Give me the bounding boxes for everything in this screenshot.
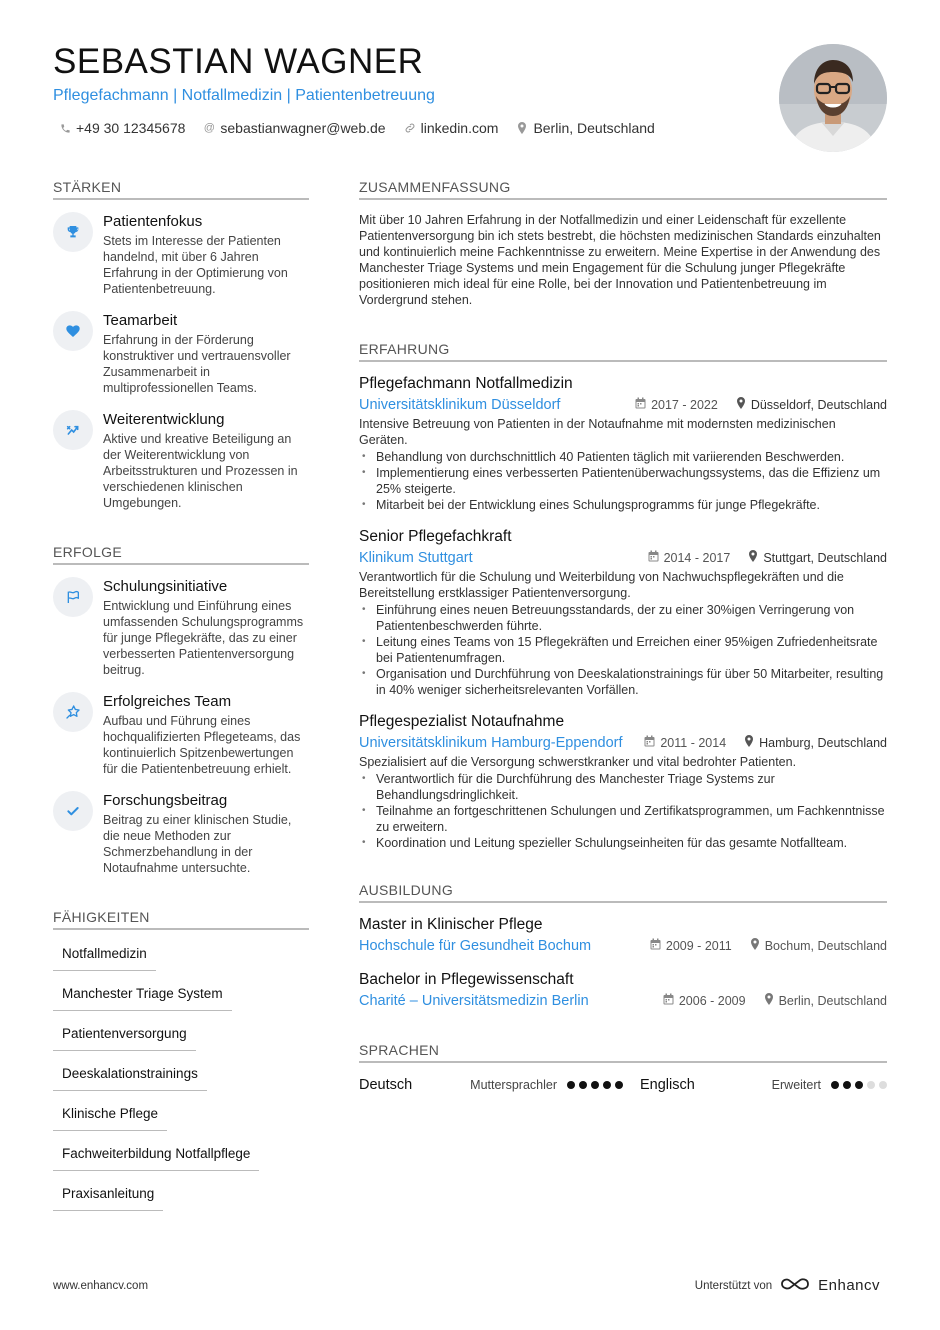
level-dot-filled <box>615 1081 623 1089</box>
school-name[interactable]: Charité – Universitätsmedizin Berlin <box>359 993 589 1009</box>
job-bullet: • Behandlung von durchschnittlich 40 Patienten täglich mit variierenden Beschwerden. <box>359 449 887 465</box>
language-level: Muttersprachler <box>470 1078 557 1092</box>
contact-phone[interactable] <box>59 119 185 137</box>
resume-header <box>53 40 773 137</box>
strength-desc: Aktive und kreative Beteiligung an der Weiterentwicklung von Arbeitsstrukturen und Prozessen in verschiedenen klinischen Umgebungen. <box>103 432 298 510</box>
strength-title: Weiterentwicklung <box>103 411 225 428</box>
job-dates-text: 2011 - 2014 <box>660 736 727 750</box>
languages-row <box>359 1077 887 1093</box>
skill-tag: Fachweiterbildung Notfallpflege <box>53 1140 259 1171</box>
location-pin-icon <box>750 937 760 956</box>
degree-title: Master in Klinischer Pflege <box>359 916 543 933</box>
brand-name: Enhancv <box>818 1277 880 1294</box>
footer-website[interactable]: www.enhancv.com <box>53 1280 149 1292</box>
skill-tag: Deeskalationstrainings <box>53 1060 207 1091</box>
strength-item <box>53 212 309 297</box>
job-bullet: • Mitarbeit bei der Entwicklung eines Schulungsprogramms für junge Pflegekräfte. <box>359 497 887 513</box>
heart-icon <box>53 311 93 351</box>
language-level: Erweitert <box>771 1078 821 1092</box>
profile-photo <box>779 44 887 152</box>
job-title: Senior Pflegefachkraft <box>359 528 512 545</box>
star-icon <box>53 692 93 732</box>
strength-item <box>53 311 309 396</box>
level-dot-empty <box>879 1081 887 1089</box>
job-description: Verantwortlich für die Schulung und Weiterbildung von Nachwuchspflegekräften und die Bereitstellung erstklassiger Patientenversorgung. <box>359 570 844 600</box>
job-bullets <box>359 602 887 698</box>
powered-by-text: Unterstützt von <box>694 1279 773 1292</box>
job-bullet: • Leitung eines Teams von 15 Pflegekräften und Erreichen einer 95%igen Zufriedenheitsrate bei Patientenumfragen. <box>359 634 887 666</box>
contact-linkedin[interactable] <box>404 119 499 137</box>
skill-tag: Manchester Triage System <box>53 980 232 1011</box>
achievement-item <box>53 577 309 678</box>
achievement-desc: Aufbau und Führung eines hochqualifizierten Pflegeteams, das kontinuierlich Spitzenbewertungen für die Patientenbetreuung erhielt. <box>103 714 301 776</box>
company-name[interactable]: Universitätsklinikum Hamburg-Eppendorf <box>359 735 623 751</box>
level-dot-empty <box>867 1081 875 1089</box>
calendar-icon <box>650 937 661 956</box>
skill-tag: Klinische Pflege <box>53 1100 167 1131</box>
company-name[interactable]: Universitätsklinikum Düsseldorf <box>359 397 561 413</box>
edu-location <box>750 937 887 956</box>
job-bullet: • Verantwortlich für die Durchführung des Manchester Triage Systems zur Behandlungsdringlichkeit. <box>359 771 887 803</box>
job-dates <box>644 734 726 753</box>
location-pin-icon <box>764 992 774 1011</box>
at-icon: @ <box>203 122 215 134</box>
job-bullet: • Organisation und Durchführung von Deeskalationstrainings für über 50 Mitarbeiter, resulting in 40% weniger sicherheitsrelevanten Vorfällen. <box>359 666 887 698</box>
edu-location-text: Bochum, Deutschland <box>764 939 887 953</box>
trophy-icon <box>53 212 93 252</box>
job-location <box>748 549 887 568</box>
edu-location-text: Berlin, Deutschland <box>778 994 887 1008</box>
job-description: Intensive Betreuung von Patienten in der Notaufnahme mit modernsten medizinischen Geräten. <box>359 417 836 447</box>
right-column <box>359 178 887 1093</box>
strength-title: Teamarbeit <box>103 312 178 329</box>
check-icon <box>53 791 93 831</box>
level-dot-filled <box>831 1081 839 1089</box>
calendar-icon <box>635 396 646 415</box>
job-location-text: Stuttgart, Deutschland <box>763 551 887 565</box>
level-dot-filled <box>567 1081 575 1089</box>
achievement-desc: Beitrag zu einer klinischen Studie, die neue Methoden zur Schmerzbehandlung in der Notaufnahme untersuchte. <box>103 813 292 875</box>
job-location <box>736 396 887 415</box>
languages-heading: SPRACHEN <box>359 1041 887 1063</box>
job-bullet: • Implementierung eines verbesserten Patientenüberwachungssystems, das die Effizienz um 25% steigerte. <box>359 465 887 497</box>
edu-dates <box>663 992 746 1011</box>
achievement-item <box>53 692 309 777</box>
achievement-desc: Entwicklung und Einführung eines umfassenden Schulungsprogramms für junge Pflegekräfte, das zu einer verbesserten Patientenversorgung beitrug. <box>103 599 304 677</box>
contact-location <box>516 119 654 137</box>
link-icon <box>404 122 416 134</box>
edu-dates <box>650 937 732 956</box>
job-dates <box>648 549 731 568</box>
job-bullet: • Koordination und Leitung spezieller Schulungseinheiten für das gesamte Notfallteam. <box>359 835 887 851</box>
location-pin-icon <box>736 396 746 415</box>
job-bullets <box>359 771 887 851</box>
experience-heading: ERFAHRUNG <box>359 340 887 362</box>
language-item <box>359 1077 623 1093</box>
calendar-icon <box>644 734 655 753</box>
location-pin-icon <box>516 122 528 134</box>
achievement-item <box>53 791 309 876</box>
linkedin-text: linkedin.com <box>420 120 499 136</box>
job-location-text: Hamburg, Deutschland <box>759 736 887 750</box>
language-name: Englisch <box>640 1077 695 1093</box>
education-entry <box>359 970 887 1011</box>
company-name[interactable]: Klinikum Stuttgart <box>359 550 473 566</box>
skill-tag: Notfallmedizin <box>53 940 156 971</box>
left-column <box>53 178 309 1220</box>
growth-icon <box>53 410 93 450</box>
achievement-title: Forschungsbeitrag <box>103 792 228 809</box>
education-entry <box>359 915 887 956</box>
achievement-title: Schulungsinitiative <box>103 578 228 595</box>
strength-item <box>53 410 309 511</box>
strength-title: Patientenfokus <box>103 213 203 230</box>
calendar-icon <box>648 549 659 568</box>
flag-icon <box>53 577 93 617</box>
job-location-text: Düsseldorf, Deutschland <box>750 398 887 412</box>
job-entry <box>359 527 887 698</box>
level-dot-filled <box>579 1081 587 1089</box>
skill-tag: Patientenversorgung <box>53 1020 196 1051</box>
skill-tag: Praxisanleitung <box>53 1180 163 1211</box>
job-title: Pflegespezialist Notaufnahme <box>359 713 565 730</box>
contact-email[interactable] <box>203 119 385 137</box>
job-dates-text: 2017 - 2022 <box>651 398 718 412</box>
edu-location <box>764 992 887 1011</box>
summary-text: Mit über 10 Jahren Erfahrung in der Notfallmedizin und einer Leidenschaft für exzellente Patientenversorgung bin ich stets bestrebt, die höchsten medizinischen Standards einzuhalten und kontinuierlich meine Fachkenntnisse zu erweitern. Meine Expertise in der Anwendung des Manchester Triage Systems und mein Engagement für die Schulung junger Pflegekräfte positionieren mich ideal für eine Rolle, bei der Innovation und Patientenbetreuung im Vordergrund stehen. <box>359 213 881 307</box>
education-heading: AUSBILDUNG <box>359 881 887 903</box>
job-description: Spezialisiert auf die Versorgung schwerstkranker und vital bedrohter Patienten. <box>359 755 797 769</box>
language-dots <box>567 1081 623 1089</box>
footer-branding[interactable] <box>695 1276 880 1295</box>
job-dates-text: 2014 - 2017 <box>663 551 731 565</box>
job-bullet: • Teilnahme an fortgeschrittenen Schulungen und Zertifikatsprogrammen, um Fachkenntnisse zu erweitern. <box>359 803 887 835</box>
job-bullet: • Einführung eines neuen Betreuungsstandards, der zu einer 30%igen Verringerung von Patientenbeschwerden führte. <box>359 602 887 634</box>
achievement-title: Erfolgreiches Team <box>103 693 232 710</box>
language-item <box>640 1077 887 1093</box>
job-dates <box>635 396 718 415</box>
calendar-icon <box>663 992 674 1011</box>
candidate-subtitle: Pflegefachmann | Notfallmedizin | Patientenbetreuung <box>53 87 435 104</box>
job-title: Pflegefachmann Notfallmedizin <box>359 375 573 392</box>
job-entry <box>359 712 887 851</box>
achievements-heading: ERFOLGE <box>53 543 309 565</box>
skills-list <box>53 940 309 1220</box>
edu-dates-text: 2009 - 2011 <box>665 939 732 953</box>
school-name[interactable]: Hochschule für Gesundheit Bochum <box>359 938 592 954</box>
phone-text: +49 30 12345678 <box>76 120 186 136</box>
edu-dates-text: 2006 - 2009 <box>678 994 746 1008</box>
level-dot-filled <box>843 1081 851 1089</box>
job-location <box>744 734 887 753</box>
language-dots <box>831 1081 887 1089</box>
enhancv-logo-icon <box>780 1276 810 1295</box>
location-text: Berlin, Deutschland <box>533 120 655 136</box>
language-name: Deutsch <box>359 1077 413 1093</box>
location-pin-icon <box>748 549 758 568</box>
degree-title: Bachelor in Pflegewissenschaft <box>359 971 574 988</box>
summary-heading: ZUSAMMENFASSUNG <box>359 178 887 200</box>
strength-desc: Erfahrung in der Förderung konstruktiver und vertrauensvoller Zusammenarbeit in multiprofessionellen Teams. <box>103 333 291 395</box>
email-text: sebastianwagner@web.de <box>220 120 386 136</box>
phone-icon <box>59 122 71 134</box>
job-bullets <box>359 449 887 513</box>
strength-desc: Stets im Interesse der Patienten handelnd, mit über 6 Jahren Erfahrung in der Optimierung von Patientenbetreuung. <box>103 234 288 296</box>
skills-heading: FÄHIGKEITEN <box>53 908 309 930</box>
location-pin-icon <box>744 734 754 753</box>
level-dot-filled <box>855 1081 863 1089</box>
candidate-name: SEBASTIAN WAGNER <box>53 42 424 81</box>
strengths-heading: STÄRKEN <box>53 178 309 200</box>
contact-row <box>53 119 773 137</box>
job-entry <box>359 374 887 513</box>
level-dot-filled <box>603 1081 611 1089</box>
level-dot-filled <box>591 1081 599 1089</box>
